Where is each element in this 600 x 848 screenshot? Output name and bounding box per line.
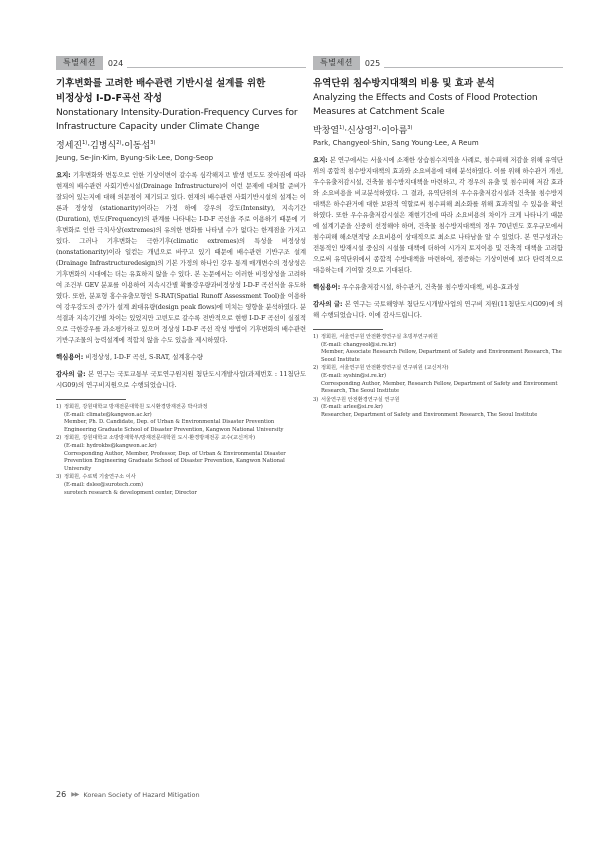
footnote: 3) 정회원, 수로텍 기술연구소 이사 (E-mail: dslee@surotech.com) surotech research & development center, Director — [56, 474, 197, 496]
section-rule — [384, 67, 563, 68]
article-title-en: Nonstationary Intensity-Duration-Frequency Curves for Infrastructure Capacity under Climate Change — [56, 108, 298, 132]
acknowledgement — [56, 369, 306, 391]
footnote-rule — [313, 329, 383, 330]
abstract-text: 기후변화와 변동으로 인한 기상이변이 갈수록 심각해지고 발생 빈도도 잦아짐에 따라 현재의 배수관련 사회기반시설(Drainage Infrastructure)이 이런 문제에 대처할 준비가 잘되어 있는지에 대해 의문점이 제기되고 있다. 현재의 배수관련 사회기반시설의 설계는 이론과 정상성 (stationarity)이라는 가정 하에 강우의 강도(Intensity), 지속기간(Duration), 빈도(Frequency)의 관계를 나타내는 I-D-F 곡선을 주로 이용하기 때문에 기후변화로 인한 극치사상(extremes)의 유의한 변화를 나타낼 수가 없다는 한계점을 가지고 있다. 그러나 기후변화는 극한기후(climatic extremes)의 특성을 비정상성(nonstationarity)이라 일컫는 개념으로 바꾸고 있기 때문에 배수관련 기반구조 설계(Drainage Infrastructuredesign)의 기본 가정의 하나인 강우 통계 매개변수의 정상성은 기후변화의 시대에는 더는 유효하지 않을 수 있다. 본 논문에서는 이러한 비정상성을 고려하여 조건부 GEV 분포를 이용하여 지속시간별 확률강우량과비정상성 I-D-F 곡선식을 유도하였다. 또한, 분포형 홍수유출모형인 S-RAT(Spatial Runoff Assessment Tool)을 이용하여 강우강도의 증가가 설계 최대유량(design peak flows)에 미치는 영향을 분석하였다. 분석결과 지속기간별 차이는 있었지만 고빈도로 갈수록 전반적으로 현행 I-D-F 곡선이 실질적으로 극한강우를 과소평가하고 있으며 정상성 I-D-F 곡선 작성 방법이 기후변화의 배수관련 기반구조물의 능력설계에 적합치 않을 수도 있음을 제시하였다. — [56, 171, 306, 344]
abstract — [56, 170, 306, 346]
acknowledgement — [313, 299, 563, 321]
keywords-label: 핵심용어: — [313, 283, 341, 291]
ack-label: 감사의 글: — [56, 370, 86, 378]
keywords-text: 비정상성, I-D-F 곡선, S-RAT, 설계홍수량 — [83, 353, 204, 361]
ack-label: 감사의 글: — [313, 300, 343, 308]
footnote-rule — [56, 399, 126, 400]
section-rule — [127, 67, 306, 68]
section-label: 특별세션 — [56, 56, 103, 70]
keywords-text: 우수유출저감시설, 하수관거, 건축물 침수방지대책, 비용-효과성 — [340, 283, 520, 291]
keywords — [313, 282, 563, 293]
authors-ko: 정세진$^{1)}$·김병식$^{2)}$·이동섭$^{3)}$ — [56, 140, 156, 151]
ack-text: 본 연구는 국토해양부 첨단도시개발사업의 연구비 지원(11첨단도시G09)에 의해 수행되었습니다. 이에 감사드립니다. — [313, 300, 563, 319]
abstract-text: 본 연구에서는 서울시에 소재한 상습침수지역을 사례로, 침수피해 저감을 위해 유역단위의 종합적 침수방지대책의 효과와 소요비용에 대해 분석하였다. 이를 위해 하수관거 개선, 우수유출저감시설, 건축물 침수방지대책을 마련하고, 각 경우의 유출 및 침수피해 저감 효과와 소요비용을 비교분석하였다. 그 결과, 유역단위의 우수유출저감시설과 건축물 침수방지대책은 하수관거에 대한 보완적 역할로써 침수피해 최소화를 위해 효과적일 수 있음을 확인하였다. 또한 우수유출저감시설은 재현기간에 따라 소요비용의 차이가 크게 나타나기 때문에 설계기준을 신중히 선정해야 하며, 건축물 침수방지대책의 경우 70년빈도 호우규모에서 침수피해 해소면적당 소요비용이 상대적으로 최소로 나타남을 알 수 있었다. 본 연구성과는 전통적인 방재시설 중심의 시설물 대책에 더하여 시가지 토지이용 및 건축적 대책을 고려함으로써 유역단위에서 종합적 수방대책을 마련하여, 점증하는 기상이변에 보다 탄력적으로 대응하는데 기여할 것으로 기대된다. — [313, 156, 563, 274]
article-title-en: Analyzing the Effects and Costs of Flood Protection Measures at Catchment Scale — [313, 93, 538, 117]
authors-en: Jeung, Se-Jin·Kim, Byung-Sik·Lee, Dong-Seop — [56, 154, 214, 162]
abstract — [313, 155, 563, 276]
authors-ko: 박창열$^{1)}$·신상영$^{2)}$·이아름$^{3)}$ — [313, 125, 413, 136]
abstract-label: 요지: — [56, 171, 71, 179]
keywords-label: 핵심용어: — [56, 353, 84, 361]
section-label: 특별세션 — [313, 56, 360, 70]
authors-en: Park, Changyeol·Shin, Sang Young·Lee, A Reum — [313, 139, 479, 147]
footnote: 2) 정회원, 서울연구원 안전환경연구실 연구위원 (교신저자) (E-mail: syshin@si.re.kr) Corresponding Author, Member, Research Fellow, Department of Safety and Environment Research, The Seoul Institute — [313, 365, 558, 395]
footnote: 1) 정회원, 서울연구원 안전환경연구실 초빙부연구위원 (E-mail: changyeol@si.re.kr) Member, Associate Research Fellow, Department of Safety and Environment Research, The Seoul Institute — [313, 334, 562, 363]
abstract-label: 요지: — [313, 156, 328, 164]
page-number: 26 — [56, 790, 67, 799]
ack-text: 본 연구는 국토교통부 국토연구원지원 첨단도시개발사업(과제번호 : 11첨단도시G09)의 연구비지원으로 수행되었습니다. — [56, 370, 306, 389]
article-title-ko: 유역단위 침수방지대책의 비용 및 효과 분석 — [313, 78, 495, 89]
keywords — [56, 352, 306, 363]
article-left — [56, 56, 306, 498]
page-footer — [56, 790, 200, 799]
section-number: 024 — [107, 58, 124, 68]
footnote: 3) 서울연구원 안전환경연구실 연구원 (E-mail: arlee@si.re.kr) Researcher, Department of Safety and Environment Research, The Seoul Institute — [313, 396, 538, 418]
footnotes — [56, 404, 306, 497]
section-header — [56, 56, 306, 70]
article-title-ko: 기후변화를 고려한 배수관련 기반시설 설계를 위한 비정상성 I-D-F곡선 작성 — [56, 78, 266, 104]
section-number: 025 — [364, 58, 381, 68]
footnote: 1) 정회원, 강원대학교 방재전문대학원 도시환경방재전공 박사과정 (E-mail: climate@kangwon.ac.kr) Member, Ph. D. Candidate, Dep. of Urban & Environmental Disaster Prevention Engineering Graduate School of Disaster Prevention, Kangwon National University — [56, 404, 284, 433]
article-right — [313, 56, 563, 421]
double-arrow-icon: ▶▶ — [71, 791, 79, 798]
section-header — [313, 56, 563, 70]
footnotes — [313, 334, 563, 420]
footnote: 2) 정회원, 강원대학교 소방방재학부/방재전문대학원 도시·환경방재전공 교수(교신저자) (E-mail: hydrokbs@kangwon.ac.kr) Corresponding Author, Member, Professor, Dep. of Urban & Environmental Disaster Prevention Engineering Graduate School of Disaster Prevention, Kangwon National University — [56, 435, 286, 472]
journal-name: Korean Society of Hazard Mitigation — [83, 790, 200, 799]
